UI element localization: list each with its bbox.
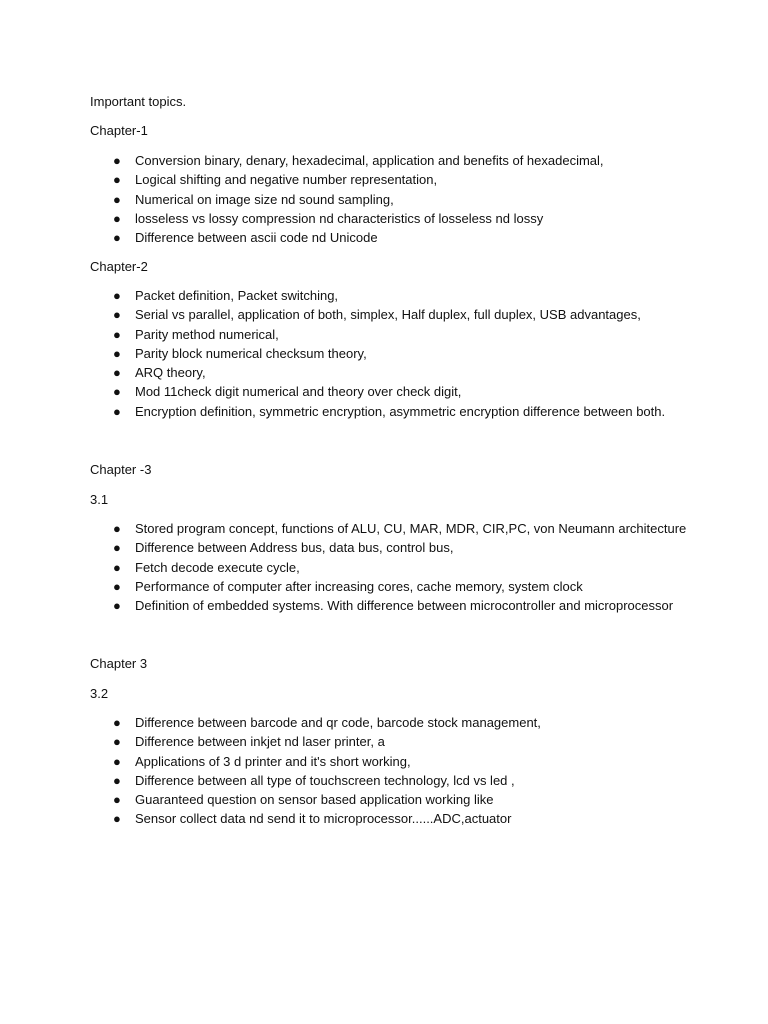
bullet-icon: ●	[113, 326, 121, 342]
bullet-icon: ●	[113, 172, 121, 188]
bullet-icon: ●	[113, 734, 121, 750]
section-3-2-label: 3.2	[90, 686, 109, 701]
list-item: ● Definition of embedded systems. With difference between microcontroller and microprocessor	[113, 598, 674, 614]
bullet-icon: ●	[113, 365, 121, 381]
list-item: ● Parity method numerical,	[113, 326, 279, 342]
bullet-icon: ●	[113, 288, 121, 303]
bullet-icon: ●	[113, 230, 121, 246]
bullet-icon: ●	[113, 578, 121, 594]
bullet-icon: ●	[113, 811, 121, 827]
bullet-icon: ●	[113, 191, 121, 207]
list-item: ● Difference between ascii code nd Unicode	[113, 230, 378, 246]
list-item: ● Mod 11check digit numerical and theory over check digit,	[113, 384, 462, 400]
bullet-icon: ●	[113, 559, 121, 575]
bullet-icon: ●	[113, 345, 121, 361]
list-item: ● Conversion binary, denary, hexadecimal, application and benefits of hexadecimal,	[113, 153, 604, 168]
list-item: ● losseless vs lossy compression nd characteristics of losseless nd lossy	[113, 210, 544, 226]
list-item: ● Fetch decode execute cycle,	[113, 559, 300, 575]
bullet-icon: ●	[113, 715, 121, 730]
chapter-2-title: Chapter-2	[90, 259, 148, 274]
chapter-3-part-2-title: Chapter 3	[90, 656, 148, 671]
bullet-icon: ●	[113, 384, 121, 400]
bullet-icon: ●	[113, 153, 121, 168]
list-item: ● Packet definition, Packet switching,	[113, 288, 339, 303]
list-item: ● Serial vs parallel, application of both, simplex, Half duplex, full duplex, USB advantages,	[113, 307, 641, 323]
bullet-icon: ●	[113, 521, 121, 536]
list-item: ● Stored program concept, functions of ALU, CU, MAR, MDR, CIR,PC, von Neumann architecture	[113, 521, 687, 536]
bullet-icon: ●	[113, 792, 121, 808]
chapter-1-topic-list	[0, 153, 768, 249]
list-item: ● Difference between all type of touchscreen technology, lcd vs led ,	[113, 772, 515, 788]
section-3-1-topic-list	[0, 521, 768, 617]
document-heading: Important topics.	[90, 94, 187, 109]
list-item: ● Difference between Address bus, data bus, control bus,	[113, 540, 454, 556]
chapter-2-topic-list	[0, 288, 768, 423]
chapter-3-title: Chapter -3	[90, 462, 152, 477]
list-item: ● Numerical on image size nd sound sampling,	[113, 191, 394, 207]
list-item: ● Difference between barcode and qr code, barcode stock management,	[113, 715, 541, 730]
list-item: ● Sensor collect data nd send it to microprocessor......ADC,actuator	[113, 811, 512, 827]
list-item: ● Applications of 3 d printer and it's short working,	[113, 753, 411, 769]
list-item: ● Encryption definition, symmetric encryption, asymmetric encryption difference between both.	[113, 403, 666, 419]
bullet-icon: ●	[113, 540, 121, 556]
list-item: ● ARQ theory,	[113, 365, 206, 381]
bullet-icon: ●	[113, 307, 121, 323]
bullet-icon: ●	[113, 772, 121, 788]
bullet-icon: ●	[113, 753, 121, 769]
section-3-2-topic-list	[0, 715, 768, 831]
list-item: ● Parity block numerical checksum theory,	[113, 345, 367, 361]
chapter-1-title: Chapter-1	[90, 123, 148, 138]
list-item: ● Performance of computer after increasing cores, cache memory, system clock	[113, 578, 583, 594]
bullet-icon: ●	[113, 403, 121, 419]
list-item: ● Logical shifting and negative number representation,	[113, 172, 438, 188]
bullet-icon: ●	[113, 210, 121, 226]
section-3-1-label: 3.1	[90, 492, 109, 507]
bullet-icon: ●	[113, 598, 121, 614]
list-item: ● Guaranteed question on sensor based application working like	[113, 792, 494, 808]
list-item: ● Difference between inkjet nd laser printer, a	[113, 734, 385, 750]
